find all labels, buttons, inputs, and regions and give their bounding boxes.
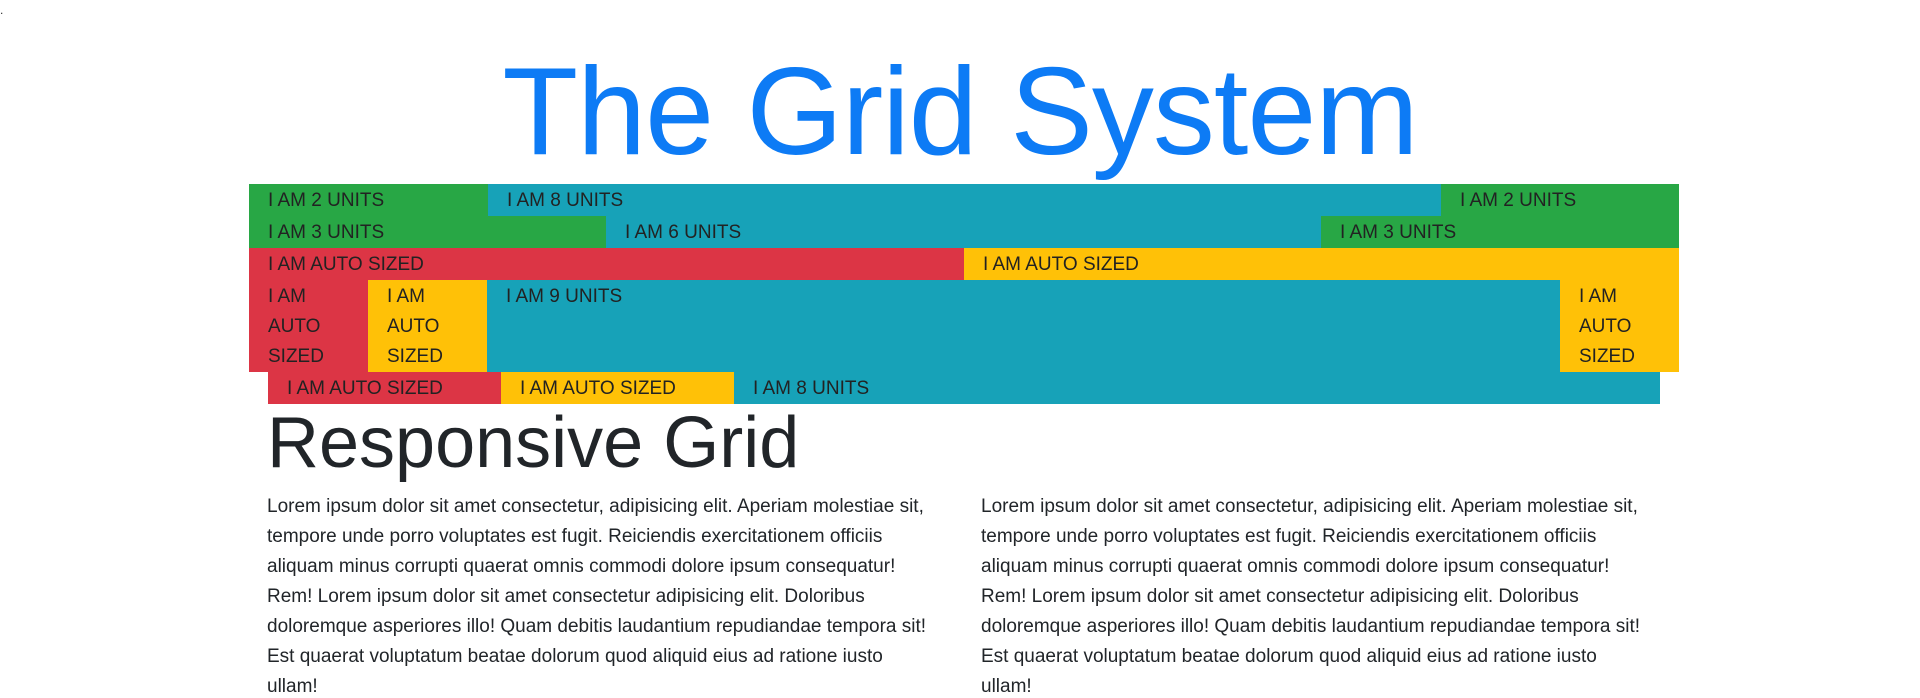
grid-cell-auto-sized: I AM AUTO SIZED xyxy=(249,248,964,280)
grid-row-2 xyxy=(249,216,1679,248)
paragraph-left: Lorem ipsum dolor sit amet consectetur, adipisicing elit. Aperiam molestiae sit, tempore unde porro voluptates est fugit. Reiciendis exercitationem officiis aliquam minus corrupti quaerat omnis commodi dolore ipsum consequatur! Rem! Lorem ipsum dolor sit amet consectetur adipisicing elit. Doloribus doloremque asperiores illo! Quam debitis laudantium repudiandae tempora sit! Est quaerat voluptatum beatae dolorum quod aliquid eius ad ratione iusto ullam! xyxy=(267,496,927,697)
grid-row-1 xyxy=(249,184,1679,216)
grid-cell-2-units: I AM 2 UNITS xyxy=(249,184,488,216)
grid-cell-auto-sized: I AM AUTO SIZED xyxy=(501,372,734,404)
corner-mark: . xyxy=(0,3,4,17)
page-title: The Grid System xyxy=(502,43,1418,181)
grid-cell-6-units: I AM 6 UNITS xyxy=(606,216,1321,248)
grid-cell-auto-sized: I AM AUTO SIZED xyxy=(268,372,501,404)
grid-cell-3-units: I AM 3 UNITS xyxy=(249,216,606,248)
paragraph-right: Lorem ipsum dolor sit amet consectetur, adipisicing elit. Aperiam molestiae sit, tempore unde porro voluptates est fugit. Reiciendis exercitationem officiis aliquam minus corrupti quaerat omnis commodi dolore ipsum consequatur! Rem! Lorem ipsum dolor sit amet consectetur adipisicing elit. Doloribus doloremque asperiores illo! Quam debitis laudantium repudiandae tempora sit! Est quaerat voluptatum beatae dolorum quod aliquid eius ad ratione iusto ullam! xyxy=(981,496,1641,697)
grid-cell-8-units: I AM 8 UNITS xyxy=(734,372,1660,404)
grid-demo xyxy=(249,184,1679,404)
grid-cell-auto-sized: I AM AUTO SIZED xyxy=(368,280,487,372)
grid-cell-2-units: I AM 2 UNITS xyxy=(1441,184,1679,216)
section-heading: Responsive Grid xyxy=(267,403,800,483)
grid-cell-auto-sized: I AM AUTO SIZED xyxy=(249,280,368,372)
grid-cell-auto-sized: I AM AUTO SIZED xyxy=(1560,280,1679,372)
grid-row-3 xyxy=(249,248,1679,280)
grid-cell-3-units: I AM 3 UNITS xyxy=(1321,216,1679,248)
grid-cell-auto-sized: I AM AUTO SIZED xyxy=(964,248,1679,280)
grid-row-4 xyxy=(249,280,1679,372)
grid-cell-9-units: I AM 9 UNITS xyxy=(487,280,1560,372)
grid-cell-8-units: I AM 8 UNITS xyxy=(488,184,1441,216)
